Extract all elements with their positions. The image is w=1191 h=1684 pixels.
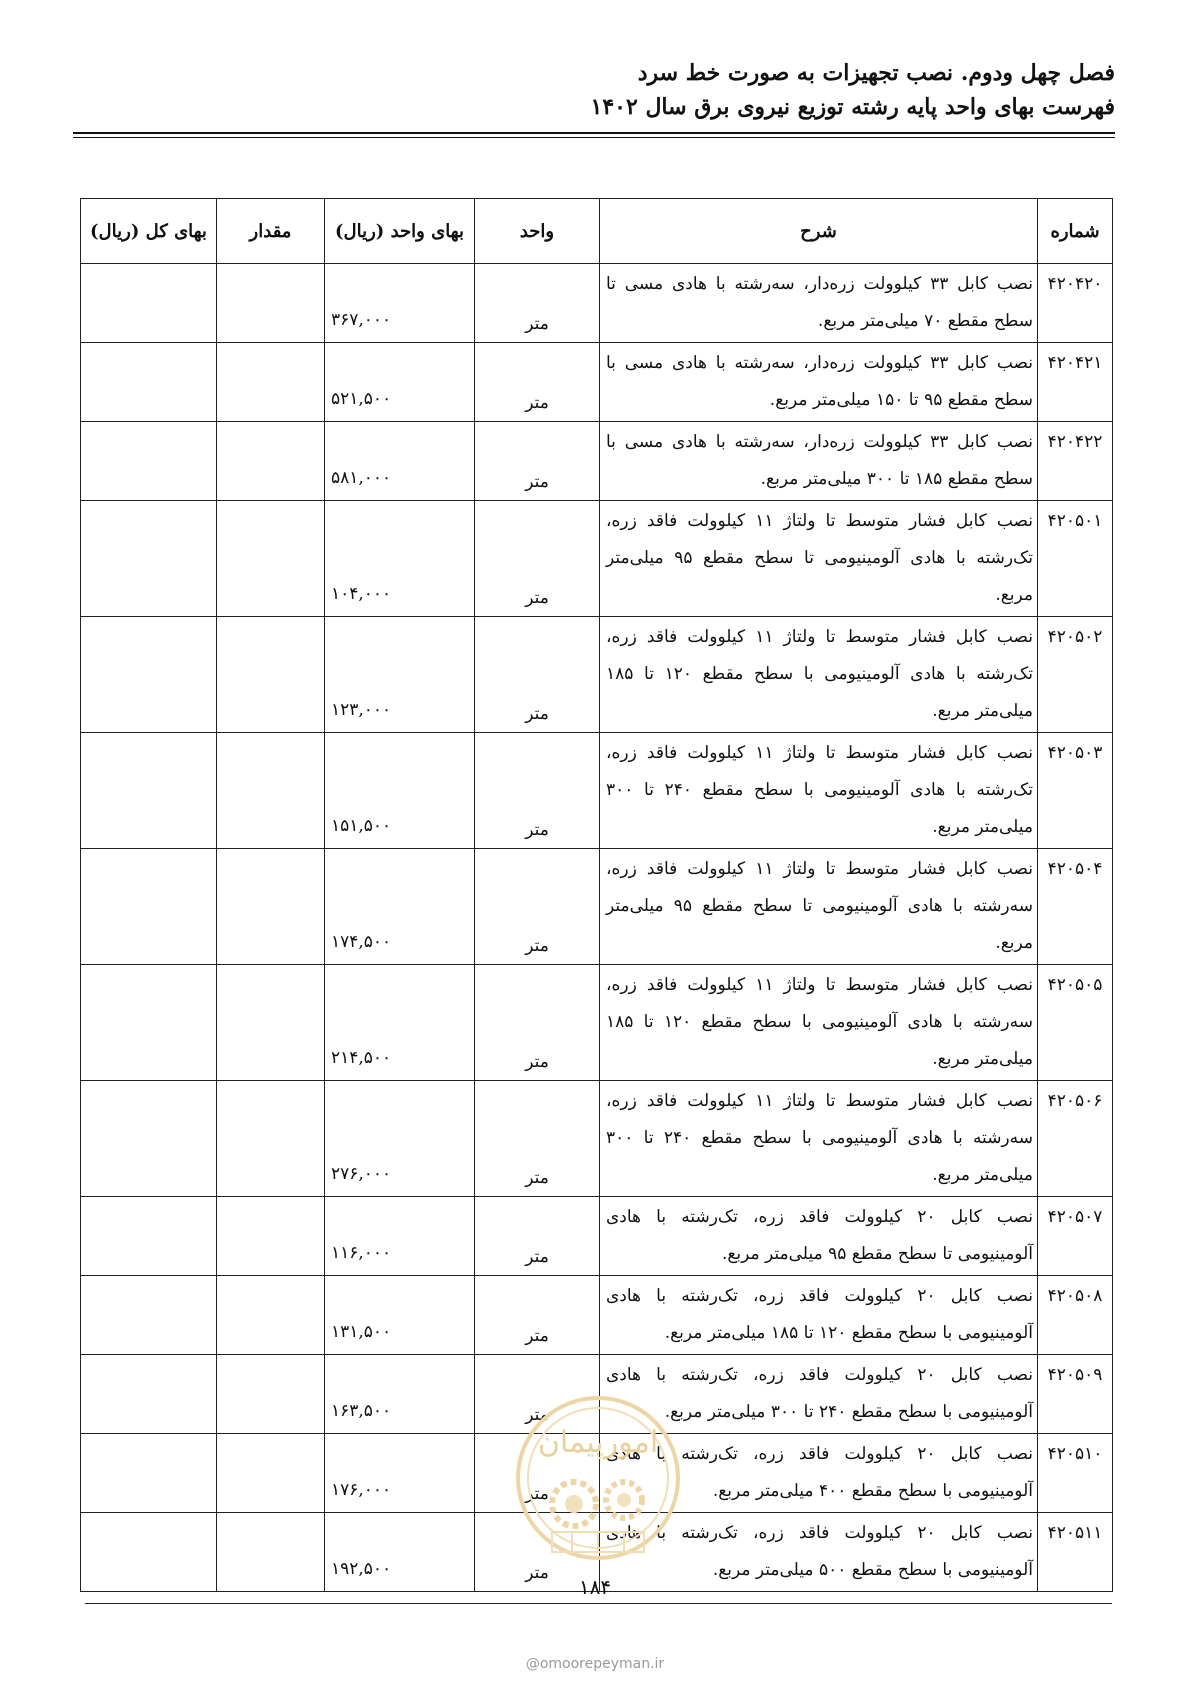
item-number: ۴۲۰۴۲۲ [1038, 422, 1113, 501]
item-unit: متر [475, 849, 600, 965]
item-description: نصب کابل ۲۰ کیلوولت فاقد زره، تک‌رشته با هادی آلومینیومی تا سطح مقطع ۹۵ میلی‌متر مربع. [600, 1197, 1038, 1276]
header-divider [73, 132, 1115, 134]
header-number: شماره [1038, 199, 1113, 264]
price-table [80, 198, 1113, 1592]
item-number: ۴۲۰۵۰۱ [1038, 501, 1113, 617]
catalog-title: فهرست بهای واحد پایه رشته توزیع نیروی برق سال ۱۴۰۲ [590, 94, 1115, 120]
item-unit-price: ۱۶۳,۵۰۰ [325, 1355, 475, 1434]
table-row [81, 1197, 1113, 1276]
item-unit: متر [475, 501, 600, 617]
table-row [81, 1355, 1113, 1434]
table-row [81, 1276, 1113, 1355]
item-unit: متر [475, 1513, 600, 1592]
item-quantity [217, 617, 325, 733]
page-number: ۱۸۴ [578, 1575, 612, 1599]
item-total-price [81, 1081, 217, 1197]
item-total-price [81, 1513, 217, 1592]
item-quantity [217, 1081, 325, 1197]
item-unit-price: ۵۲۱,۵۰۰ [325, 343, 475, 422]
item-unit-price: ۱۷۶,۰۰۰ [325, 1434, 475, 1513]
table-row [81, 733, 1113, 849]
item-number: ۴۲۰۴۲۱ [1038, 343, 1113, 422]
item-description: نصب کابل ۳۳ کیلوولت زره‌دار، سه‌رشته با هادی مسی تا سطح مقطع ۷۰ میلی‌متر مربع. [600, 264, 1038, 343]
item-description: نصب کابل ۲۰ کیلوولت فاقد زره، تک‌رشته با هادی آلومینیومی با سطح مقطع ۴۰۰ میلی‌متر مربع. [600, 1434, 1038, 1513]
item-description: نصب کابل ۳۳ کیلوولت زره‌دار، سه‌رشته با هادی مسی با سطح مقطع ۹۵ تا ۱۵۰ میلی‌متر مربع. [600, 343, 1038, 422]
item-unit: متر [475, 264, 600, 343]
table-row [81, 849, 1113, 965]
item-unit: متر [475, 617, 600, 733]
item-unit-price: ۱۳۱,۵۰۰ [325, 1276, 475, 1355]
item-quantity [217, 422, 325, 501]
item-unit-price: ۲۷۶,۰۰۰ [325, 1081, 475, 1197]
header-total-price: بهای کل (ریال) [81, 199, 217, 264]
item-unit-price: ۱۲۳,۰۰۰ [325, 617, 475, 733]
header-unit: واحد [475, 199, 600, 264]
item-quantity [217, 1355, 325, 1434]
item-unit: متر [475, 422, 600, 501]
chapter-title: فصل چهل ودوم. نصب تجهیزات به صورت خط سرد [637, 60, 1115, 86]
item-number: ۴۲۰۴۲۰ [1038, 264, 1113, 343]
item-description: نصب کابل فشار متوسط تا ولتاژ ۱۱ کیلوولت فاقد زره، سه‌رشته با هادی آلومینیومی با سطح مقطع ۲۴۰ تا ۳۰۰ میلی‌متر مربع. [600, 1081, 1038, 1197]
item-unit: متر [475, 1434, 600, 1513]
item-quantity [217, 1197, 325, 1276]
item-total-price [81, 1197, 217, 1276]
item-total-price [81, 1434, 217, 1513]
table-row [81, 965, 1113, 1081]
item-unit-price: ۱۹۲,۵۰۰ [325, 1513, 475, 1592]
item-description: نصب کابل ۲۰ کیلوولت فاقد زره، تک‌رشته با هادی آلومینیومی با سطح مقطع ۵۰۰ میلی‌متر مربع. [600, 1513, 1038, 1592]
item-description: نصب کابل فشار متوسط تا ولتاژ ۱۱ کیلوولت فاقد زره، تک‌رشته با هادی آلومینیومی با سطح مقطع ۲۴۰ تا ۳۰۰ میلی‌متر مربع. [600, 733, 1038, 849]
table-row [81, 264, 1113, 343]
item-unit: متر [475, 1276, 600, 1355]
table-row [81, 617, 1113, 733]
item-unit-price: ۵۸۱,۰۰۰ [325, 422, 475, 501]
website-watermark: @omoorepeyman.ir [525, 1656, 665, 1672]
item-total-price [81, 501, 217, 617]
item-total-price [81, 1355, 217, 1434]
item-unit-price: ۱۷۴,۵۰۰ [325, 849, 475, 965]
header-description: شرح [600, 199, 1038, 264]
item-total-price [81, 264, 217, 343]
item-number: ۴۲۰۵۱۱ [1038, 1513, 1113, 1592]
table-row [81, 422, 1113, 501]
table-row [81, 1081, 1113, 1197]
item-total-price [81, 965, 217, 1081]
item-total-price [81, 1276, 217, 1355]
item-number: ۴۲۰۵۰۷ [1038, 1197, 1113, 1276]
item-number: ۴۲۰۵۱۰ [1038, 1434, 1113, 1513]
item-number: ۴۲۰۵۰۳ [1038, 733, 1113, 849]
table-row [81, 343, 1113, 422]
item-quantity [217, 343, 325, 422]
item-number: ۴۲۰۵۰۵ [1038, 965, 1113, 1081]
item-number: ۴۲۰۵۰۶ [1038, 1081, 1113, 1197]
item-unit: متر [475, 343, 600, 422]
item-unit-price: ۱۵۱,۵۰۰ [325, 733, 475, 849]
page-header [73, 56, 1115, 124]
item-total-price [81, 422, 217, 501]
watermark-text: امورپیمان [537, 1425, 659, 1460]
item-description: نصب کابل فشار متوسط تا ولتاژ ۱۱ کیلوولت فاقد زره، سه‌رشته با هادی آلومینیومی تا سطح مقطع ۹۵ میلی‌متر مربع. [600, 849, 1038, 965]
item-unit: متر [475, 965, 600, 1081]
header-unit-price: بهای واحد (ریال) [325, 199, 475, 264]
item-unit: متر [475, 733, 600, 849]
item-total-price [81, 733, 217, 849]
item-unit: متر [475, 1081, 600, 1197]
table-row [81, 1434, 1113, 1513]
item-quantity [217, 733, 325, 849]
item-number: ۴۲۰۵۰۸ [1038, 1276, 1113, 1355]
item-description: نصب کابل ۲۰ کیلوولت فاقد زره، تک‌رشته با هادی آلومینیومی با سطح مقطع ۲۴۰ تا ۳۰۰ میلی‌متر مربع. [600, 1355, 1038, 1434]
header-quantity: مقدار [217, 199, 325, 264]
item-total-price [81, 343, 217, 422]
item-description: نصب کابل فشار متوسط تا ولتاژ ۱۱ کیلوولت فاقد زره، تک‌رشته با هادی آلومینیومی با سطح مقطع ۱۲۰ تا ۱۸۵ میلی‌متر مربع. [600, 617, 1038, 733]
item-description: نصب کابل ۲۰ کیلوولت فاقد زره، تک‌رشته با هادی آلومینیومی با سطح مقطع ۱۲۰ تا ۱۸۵ میلی‌متر مربع. [600, 1276, 1038, 1355]
item-unit-price: ۲۱۴,۵۰۰ [325, 965, 475, 1081]
item-quantity [217, 264, 325, 343]
item-description: نصب کابل فشار متوسط تا ولتاژ ۱۱ کیلوولت فاقد زره، تک‌رشته با هادی آلومینیومی تا سطح مقطع ۹۵ میلی‌متر مربع. [600, 501, 1038, 617]
header-divider-thin [73, 137, 1115, 138]
footer-divider [85, 1603, 1112, 1604]
item-unit-price: ۱۰۴,۰۰۰ [325, 501, 475, 617]
table-row [81, 501, 1113, 617]
item-description: نصب کابل ۳۳ کیلوولت زره‌دار، سه‌رشته با هادی مسی با سطح مقطع ۱۸۵ تا ۳۰۰ میلی‌متر مربع. [600, 422, 1038, 501]
item-description: نصب کابل فشار متوسط تا ولتاژ ۱۱ کیلوولت فاقد زره، سه‌رشته با هادی آلومینیومی با سطح مقطع ۱۲۰ تا ۱۸۵ میلی‌متر مربع. [600, 965, 1038, 1081]
table-header-row [81, 199, 1113, 264]
item-unit-price: ۱۱۶,۰۰۰ [325, 1197, 475, 1276]
item-unit: متر [475, 1197, 600, 1276]
item-number: ۴۲۰۵۰۴ [1038, 849, 1113, 965]
item-unit: متر [475, 1355, 600, 1434]
item-quantity [217, 501, 325, 617]
item-total-price [81, 849, 217, 965]
item-quantity [217, 849, 325, 965]
item-number: ۴۲۰۵۰۲ [1038, 617, 1113, 733]
item-unit-price: ۳۶۷,۰۰۰ [325, 264, 475, 343]
item-quantity [217, 1434, 325, 1513]
item-quantity [217, 1276, 325, 1355]
item-quantity [217, 965, 325, 1081]
item-quantity [217, 1513, 325, 1592]
item-number: ۴۲۰۵۰۹ [1038, 1355, 1113, 1434]
item-total-price [81, 617, 217, 733]
